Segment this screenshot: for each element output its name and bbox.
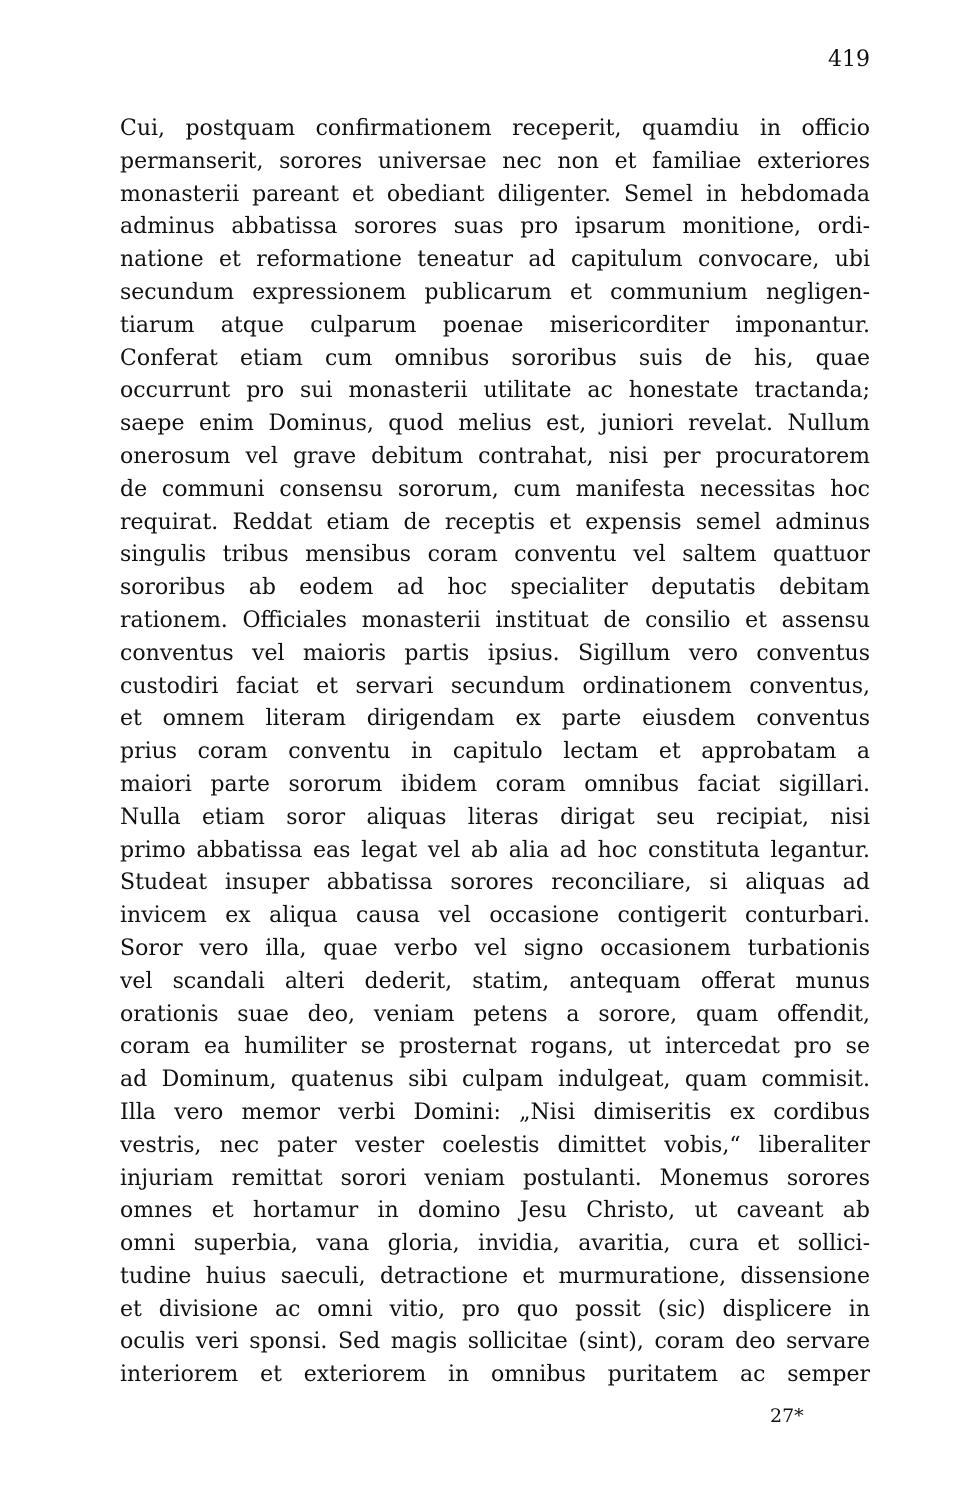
text-line: singulis tribus mensibus coram conventu vel saltem quattuor	[120, 542, 870, 568]
text-line: sororibus ab eodem ad hoc specialiter deputatis debitam	[120, 575, 870, 601]
text-line: permanserit, sorores universae nec non et familiae exteriores	[120, 148, 870, 174]
text-line: vel scandali alteri dederit, statim, antequam offerat munus	[120, 968, 870, 994]
text-line: requirat. Reddat etiam de receptis et expensis semel adminus	[120, 509, 870, 535]
text-line: omnes et hortamur in domino Jesu Christo, ut caveant ab	[120, 1198, 870, 1224]
text-line: Nulla etiam soror aliquas literas dirigat seu recipiat, nisi	[120, 804, 870, 830]
text-line: Cui, postquam confirmationem receperit, quamdiu in officio	[120, 116, 870, 141]
text-line: maiori parte sororum ibidem coram omnibus faciat sigillari.	[120, 771, 870, 797]
text-line: et divisione ac omni vitio, pro quo possit (sic) displicere in	[120, 1296, 870, 1322]
text-line: Illa vero memor verbi Domini: „Nisi dimiseritis ex cordibus	[120, 1099, 870, 1125]
text-line: vestris, nec pater vester coelestis dimittet vobis,“ liberaliter	[120, 1132, 870, 1158]
text-line: Conferat etiam cum omnibus sororibus suis de his, quae	[120, 345, 870, 371]
text-line: adminus abbatissa sorores suas pro ipsarum monitione, ordi-	[120, 214, 870, 240]
text-line: natione et reformatione teneatur ad capitulum convocare, ubi	[120, 247, 870, 273]
text-line: monasterii pareant et obediant diligenter. Semel in hebdomada	[120, 181, 870, 207]
text-line: primo abbatissa eas legat vel ab alia ad hoc constituta legantur.	[120, 837, 870, 863]
text-line: Soror vero illa, quae verbo vel signo occasionem turbationis	[120, 935, 870, 961]
text-line: secundum expressionem publicarum et communium negligen-	[120, 279, 870, 305]
text-line: de communi consensu sororum, cum manifesta necessitas hoc	[120, 476, 870, 502]
page-number: 419	[828, 47, 870, 72]
text-line: injuriam remittat sorori veniam postulanti. Monemus sorores	[120, 1165, 870, 1191]
text-line: orationis suae deo, veniam petens a sorore, quam offendit,	[120, 1001, 870, 1027]
text-line: saepe enim Dominus, quod melius est, juniori revelat. Nullum	[120, 411, 870, 437]
body-text	[120, 113, 870, 1392]
text-line: interiorem et exteriorem in omnibus puritatem ac semper	[120, 1362, 870, 1388]
text-line: prius coram conventu in capitulo lectam et approbatam a	[120, 739, 870, 765]
text-line: onerosum vel grave debitum contrahat, nisi per procuratorem	[120, 443, 870, 469]
text-line: coram ea humiliter se prosternat rogans, ut intercedat pro se	[120, 1034, 870, 1060]
text-line: oculis veri sponsi. Sed magis sollicitae (sint), coram deo servare	[120, 1329, 870, 1355]
signature-mark: 27*	[770, 1405, 804, 1427]
text-line: occurrunt pro sui monasterii utilitate ac honestate tractanda;	[120, 378, 870, 404]
text-line: omni superbia, vana gloria, invidia, avaritia, cura et sollici-	[120, 1231, 870, 1257]
text-line: et omnem literam dirigendam ex parte eiusdem conventus	[120, 706, 870, 732]
text-line: ad Dominum, quatenus sibi culpam indulgeat, quam commisit.	[120, 1067, 870, 1093]
text-line: tiarum atque culparum poenae misericorditer imponantur.	[120, 312, 870, 338]
text-line: rationem. Officiales monasterii instituat de consilio et assensu	[120, 607, 870, 633]
text-line: tudine huius saeculi, detractione et murmuratione, dissensione	[120, 1263, 870, 1289]
text-line: custodiri faciat et servari secundum ordinationem conventus,	[120, 673, 870, 699]
text-line: Studeat insuper abbatissa sorores reconciliare, si aliquas ad	[120, 870, 870, 896]
text-line: conventus vel maioris partis ipsius. Sigillum vero conventus	[120, 640, 870, 666]
text-line: invicem ex aliqua causa vel occasione contigerit conturbari.	[120, 903, 870, 929]
